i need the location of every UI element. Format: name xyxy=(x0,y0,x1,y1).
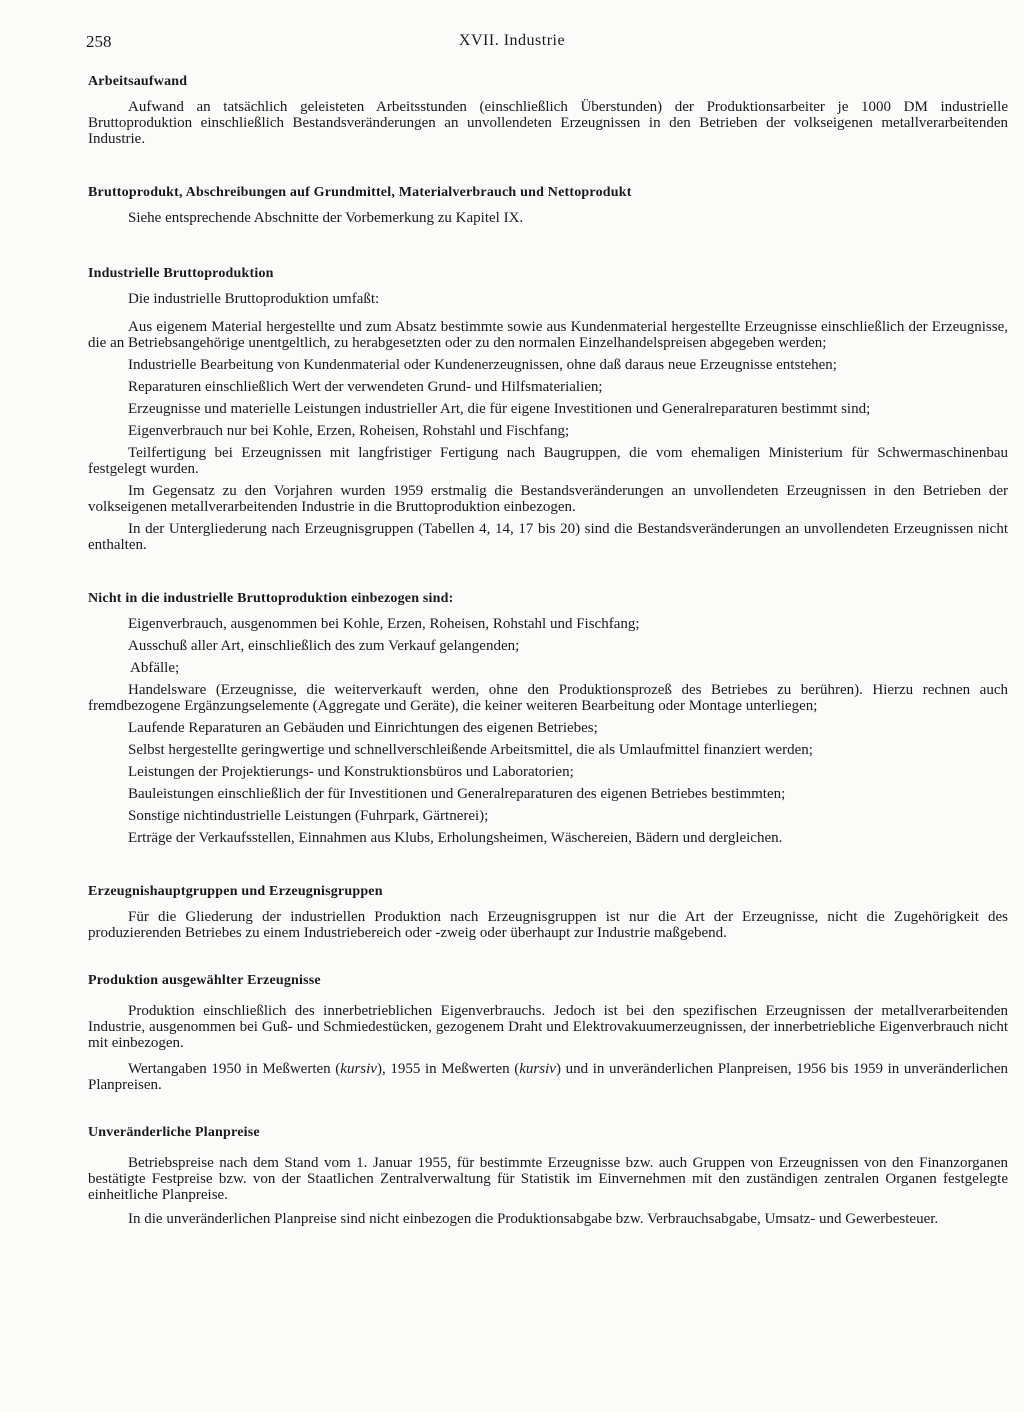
section-arbeitsaufwand xyxy=(88,74,1008,147)
text-span: Wertangaben 1950 in Meßwerten ( xyxy=(128,1061,341,1077)
chapter-title: XVII. Industrie xyxy=(458,32,566,49)
italic-term: kursiv xyxy=(340,1061,377,1077)
list-item: Erzeugnisse und materielle Leistungen industrieller Art, die für eigene Investitionen und Generalreparaturen bestimmt sind; xyxy=(128,401,871,417)
section-nicht-einbezogen xyxy=(88,591,1008,846)
list-item: Handelsware (Erzeugnisse, die weiterverkauft werden, ohne den Produktionsprozeß des Betriebes zu berühren). Hierzu rechnen auch fremdbezogene Ergänzungselemente (Aggregate und Geräte), die keiner weiteren Bearbeitung oder Montage unterliegen; xyxy=(88,682,1008,714)
paragraph: Im Gegensatz zu den Vorjahren wurden 1959 erstmalig die Bestandsveränderungen an unvollendeten Erzeugnissen in den Betrieben der volkseigenen metallverarbeitenden Industrie in die Bruttoproduktion einbezogen. xyxy=(88,483,1008,515)
section-heading: Nicht in die industrielle Bruttoproduktion einbezogen sind: xyxy=(88,591,454,606)
section-heading: Produktion ausgewählter Erzeugnisse xyxy=(88,973,321,988)
list-item: Leistungen der Projektierungs- und Konstruktionsbüros und Laboratorien; xyxy=(128,764,574,780)
paragraph: In der Untergliederung nach Erzeugnisgruppen (Tabellen 4, 14, 17 bis 20) sind die Bestandsveränderungen an unvollendeten Erzeugnissen nicht enthalten. xyxy=(88,521,1008,553)
list-item: Erträge der Verkaufsstellen, Einnahmen aus Klubs, Erholungsheimen, Wäschereien, Bädern und dergleichen. xyxy=(128,830,783,846)
list-item: Aus eigenem Material hergestellte und zum Absatz bestimmte sowie aus Kundenmaterial hergestellte Erzeugnisse einschließlich der Erzeugnisse, die an Betriebsangehörige unentgeltlich, zu herabgesetzten oder zu den normalen Einzelhandelspreisen abgegeben werden; xyxy=(88,319,1008,351)
paragraph: Betriebspreise nach dem Stand vom 1. Januar 1955, für bestimmte Erzeugnisse bzw. auch Gruppen von Erzeugnissen von den Finanzorganen bestätigte Festpreise bzw. von der Staatlichen Zentralverwaltung für Statistik im Einvernehmen mit den zuständigen zentralen Organen festgelegte einheitliche Planpreise. xyxy=(88,1155,1008,1203)
section-industrielle-bruttoproduktion xyxy=(88,266,1008,553)
paragraph-wertangaben xyxy=(88,1061,1008,1093)
section-erzeugnishauptgruppen xyxy=(88,884,1008,941)
list-item: Sonstige nichtindustrielle Leistungen (Fuhrpark, Gärtnerei); xyxy=(128,808,489,824)
list-item: Industrielle Bearbeitung von Kundenmaterial oder Kundenerzeugnissen, ohne daß daraus neue Erzeugnisse entstehen; xyxy=(128,357,837,373)
section-heading: Unveränderliche Planpreise xyxy=(88,1125,260,1140)
list-item: Abfälle; xyxy=(130,660,180,676)
list-item: Ausschuß aller Art, einschließlich des zum Verkauf gelangenden; xyxy=(128,638,520,654)
italic-term: kursiv xyxy=(519,1061,556,1077)
list-item: Bauleistungen einschließlich der für Investitionen und Generalreparaturen des eigenen Betriebes bestimmten; xyxy=(128,786,786,802)
paragraph: Die industrielle Bruttoproduktion umfaßt: xyxy=(128,291,380,307)
list-item: Eigenverbrauch, ausgenommen bei Kohle, Erzen, Roheisen, Rohstahl und Fischfang; xyxy=(128,616,640,632)
text-span: ), 1955 in Meßwerten ( xyxy=(376,1061,520,1077)
page-body xyxy=(88,74,1008,1227)
list-item: Teilfertigung bei Erzeugnissen mit langfristiger Fertigung nach Baugruppen, die vom ehemaligen Ministerium für Schwermaschinenbau festgelegt wurden. xyxy=(88,445,1008,477)
list-item: Eigenverbrauch nur bei Kohle, Erzen, Roheisen, Rohstahl und Fischfang; xyxy=(128,423,570,439)
list-item: Reparaturen einschließlich Wert der verwendeten Grund- und Hilfsmaterialien; xyxy=(128,379,603,395)
list-item: Laufende Reparaturen an Gebäuden und Einrichtungen des eigenen Betriebes; xyxy=(128,720,598,736)
section-heading: Bruttoprodukt, Abschreibungen auf Grundmittel, Materialverbrauch und Nettoprodukt xyxy=(88,185,632,200)
paragraph: Aufwand an tatsächlich geleisteten Arbeitsstunden (einschließlich Überstunden) der Produktionsarbeiter je 1000 DM industrielle Bruttoproduktion einschließlich Bestandsveränderungen an unvollendeten Erzeugnissen in den Betrieben der volkseigenen metallverarbeitenden Industrie. xyxy=(88,99,1008,147)
paragraph: Produktion einschließlich des innerbetrieblichen Eigenverbrauchs. Jedoch ist bei den spezifischen Erzeugnissen der metallverarbeitenden Industrie, ausgenommen bei Guß- und Schmiedestücken, gezogenem Draht und Elektrovakuumerzeugnissen, der innerbetriebliche Eigenverbrauch nicht mit einbezogen. xyxy=(88,1003,1008,1051)
section-heading: Arbeitsaufwand xyxy=(88,74,188,89)
paragraph: Für die Gliederung der industriellen Produktion nach Erzeugnisgruppen ist nur die Art der Erzeugnisse, nicht die Zugehörigkeit des produzierenden Betriebes zu einem Industriebereich oder -zweig oder überhaupt zur Industrie maßgebend. xyxy=(88,909,1008,941)
section-heading: Erzeugnishauptgruppen und Erzeugnisgruppen xyxy=(88,884,383,899)
list-item: Selbst hergestellte geringwertige und schnellverschleißende Arbeitsmittel, die als Umlaufmittel finanziert werden; xyxy=(128,742,813,758)
paragraph: Siehe entsprechende Abschnitte der Vorbemerkung zu Kapitel IX. xyxy=(128,210,524,226)
section-bruttoprodukt xyxy=(88,185,1008,226)
text-span: ) und in unveränderlichen Planpreisen, 1956 bis 1959 in unveränderlichen Planpreisen. xyxy=(88,1061,1009,1093)
paragraph: In die unveränderlichen Planpreise sind nicht einbezogen die Produktionsabgabe bzw. Verbrauchsabgabe, Umsatz- und Gewerbesteuer. xyxy=(128,1211,939,1227)
section-unveraenderliche-planpreise xyxy=(88,1125,1008,1227)
section-produktion-ausgewaehlter-erzeugnisse xyxy=(88,973,1008,1093)
section-heading: Industrielle Bruttoproduktion xyxy=(88,266,274,281)
page-number: 258 xyxy=(86,32,112,51)
